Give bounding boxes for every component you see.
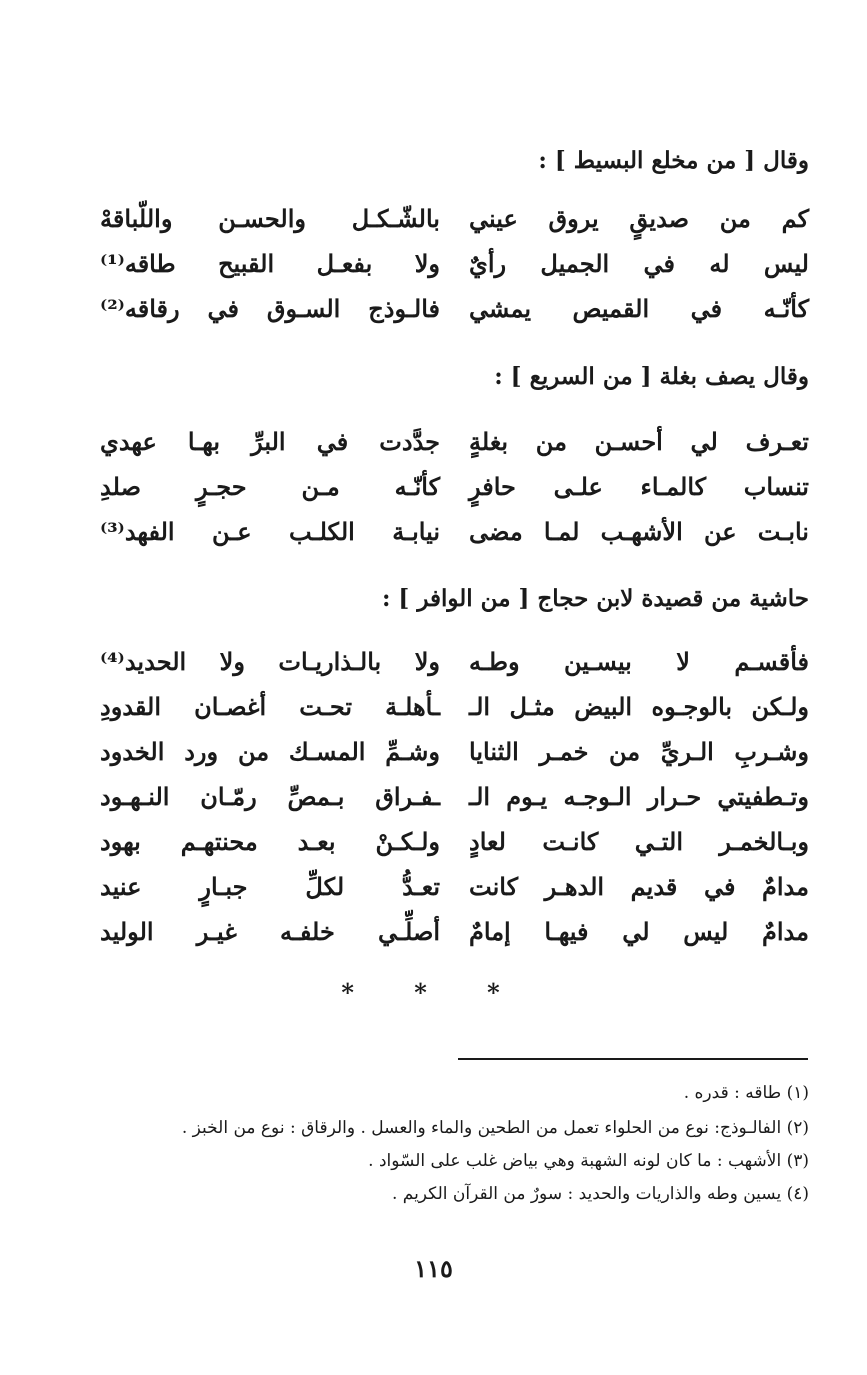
verse-word: رقاقه⁽²⁾ [100,293,180,323]
verse-line [100,638,809,684]
verse-word: ولـكـنْ [375,826,440,856]
verse-word: عيني [469,203,518,233]
verse-word: فأقسـم [734,646,809,676]
verse-word: القدودِ [100,691,161,721]
verse-word: من [535,426,567,456]
verse-line [100,908,809,954]
verse-word: جبـارٍ [199,871,248,901]
verse-word: كأنّـه [394,471,440,501]
verse-word: وطـه [469,646,520,676]
verse-word: تنساب [743,471,809,501]
verse-word: عهدي [100,426,157,456]
verse-word: لعادٍ [469,826,506,856]
verse-first-hemistich [469,647,809,676]
verse-word: القبيح [218,248,275,278]
verse-word: الخدود [100,736,165,766]
verse-first-hemistich [469,249,809,278]
verse-word: من [719,203,751,233]
verse-word: وشـربِ [734,736,809,766]
verse-first-hemistich [469,427,809,456]
verse-word: محنتهـم [180,826,258,856]
verse-word: الكلـب [289,516,355,546]
verse-second-hemistich [100,647,440,676]
verse-word: بيسـين [563,646,632,676]
verse-word: كانت [469,871,519,901]
verse-word: الـوجـه [563,781,632,811]
verse-word: أصلِّـي [377,916,440,946]
verse-word: إمامٌ [469,916,511,946]
verse-word: أغصـان [194,691,267,721]
footnote: (١) طاقه : قدره . [683,1083,809,1103]
verse-word: وتـطفيتي [717,781,809,811]
verse-word: لكلِّ [305,871,345,901]
footnote: (٣) الأشهب : ما كان لونه الشهبة وهي بياض غلب على السّواد . [368,1151,809,1171]
verse-word: في [690,293,723,323]
verse-word: الـريِّ [660,736,714,766]
verse-word: من [237,736,270,766]
verse-word: والحسـن [218,203,306,233]
page-number: ١١٥ [414,1254,453,1283]
verse-second-hemistich [100,427,440,456]
verse-word: لي [690,426,718,456]
verse-second-hemistich [100,517,440,546]
verse-second-hemistich [100,692,440,721]
verse-word: طاقه⁽¹⁾ [100,248,176,278]
verse-word: يروق [548,203,599,233]
verse-word: غيـر [196,916,237,946]
verse-second-hemistich [100,782,440,811]
verse-word: البرِّ [251,426,286,456]
verse-word: خلفـه [279,916,335,946]
verse-word: أحسـن [594,426,663,456]
verse-word: رمّـان [200,781,257,811]
verse-word: يـوم [506,781,548,811]
section-heading: حاشية من قصيدة لابن حجاج [ من الوافر ] : [381,585,809,612]
verse-word: ولـكن [751,691,809,721]
verse-first-hemistich [469,517,809,546]
verse-first-hemistich [469,204,809,233]
verse-word: ليس [763,248,809,278]
verse-word: ولا [219,646,245,676]
verse-word: الحديد⁽⁴⁾ [100,646,187,676]
verse-word: واللّباقهْ [100,203,173,233]
verse-word: ليس [683,916,729,946]
verse-first-hemistich [469,782,809,811]
verse-word: الثنايا [469,736,519,766]
verse-line [100,683,809,729]
verse-word: مضى [469,516,523,546]
footnote: (٤) يسين وطه والذاريات والحديد : سورٌ من القرآن الكريم . [391,1184,809,1204]
verse-word: النـهـود [100,781,170,811]
verse-word: في [316,426,349,456]
verse-first-hemistich [469,472,809,501]
verse-word: فيهـا [544,916,589,946]
verse-word: تعـدُّ [402,871,440,901]
verse-line [100,195,809,241]
verse-word: بالـذاريـات [278,646,382,676]
verse-second-hemistich [100,204,440,233]
verse-word: بغلةٍ [469,426,509,456]
verse-word: الوليد [100,916,154,946]
verse-word: الـ [469,781,491,811]
verse-word: له [709,248,730,278]
verse-second-hemistich [100,827,440,856]
verse-word: بالشّـكـل [351,203,440,233]
verse-word: مدامٌ [762,871,809,901]
verse-second-hemistich [100,872,440,901]
verse-word: نابـت [757,516,809,546]
verse-line [100,818,809,864]
verse-word: نيابـة [392,516,440,546]
verse-word: التـي [634,826,684,856]
verse-word: بهود [100,826,141,856]
verse-line [100,240,809,286]
verse-word: حـرار [647,781,702,811]
verse-word: حافرٍ [469,471,516,501]
verse-word: فالـوذج [368,293,440,323]
verse-first-hemistich [469,872,809,901]
verse-word: كانـت [542,826,599,856]
verse-word: ـأهلـة [385,691,440,721]
verse-word: لمـا [543,516,580,546]
verse-line [100,773,809,819]
verse-word: صديقٍ [629,203,690,233]
verse-word: علـى [553,471,603,501]
verse-word: بهـا [187,426,220,456]
verse-first-hemistich [469,827,809,856]
verse-word: الدهـر [544,871,605,901]
verse-second-hemistich [100,917,440,946]
verse-word: تحـت [299,691,353,721]
section-heading: وقال [ من مخلع البسيط ] : [538,147,809,174]
verse-second-hemistich [100,294,440,323]
verse-word: عـن [212,516,252,546]
verse-word: من [609,736,641,766]
verse-first-hemistich [469,737,809,766]
section-heading: وقال يصف بغلة [ من السريع ] : [494,363,809,390]
verse-word: تعـرف [745,426,809,456]
verse-word: ولا [414,646,440,676]
verse-word: يمشي [469,293,531,323]
verse-word: عن [703,516,737,546]
verse-word: الـ [469,691,491,721]
verse-word: وبـالخمـر [719,826,809,856]
verse-word: لا [676,646,690,676]
verse-word: جدَّدت [379,426,440,456]
verse-word: بعـد [297,826,336,856]
verse-word: مثـل [509,691,555,721]
verse-word: المسـك [288,736,366,766]
verse-word: صلدِ [100,471,141,501]
verse-word: السـوق [266,293,341,323]
verse-first-hemistich [469,917,809,946]
verse-word: الأشهـب [600,516,683,546]
verse-second-hemistich [100,737,440,766]
verse-line [100,728,809,774]
verse-word: قديم [630,871,678,901]
verse-word: بفعـل [316,248,373,278]
verse-word: كم [781,203,809,233]
verse-second-hemistich [100,249,440,278]
verse-word: وشـمِّ [385,736,440,766]
verse-word: رأيٌ [469,248,507,278]
verse-word: مدامٌ [762,916,809,946]
verse-word: ـفـراق [375,781,440,811]
verse-second-hemistich [100,472,440,501]
verse-word: لي [622,916,650,946]
verse-word: البيض [574,691,633,721]
verse-word: ولا [414,248,440,278]
verse-word: الفهد⁽³⁾ [100,516,175,546]
verse-word: عنيد [100,871,142,901]
verse-line [100,463,809,509]
verse-word: في [703,871,736,901]
verse-line [100,508,809,554]
verse-word: في [643,248,675,278]
verse-first-hemistich [469,294,809,323]
verse-word: ورد [184,736,219,766]
verse-first-hemistich [469,692,809,721]
verse-word: كالمـاء [640,471,707,501]
verse-line [100,285,809,331]
verse-word: الجميل [540,248,610,278]
verse-word: خمـر [539,736,589,766]
verse-word: مـن [301,471,340,501]
verse-word: في [207,293,239,323]
verse-word: كأنّـه [763,293,809,323]
verse-word: بـمصِّ [287,781,345,811]
verse-word: حجـرٍ [195,471,247,501]
verse-line [100,418,809,464]
section-separator: * * * [341,978,526,1007]
verse-word: القميص [572,293,650,323]
verse-word: بالوجـوه [651,691,733,721]
verse-line [100,863,809,909]
footnote: (٢) الفالـوذج: نوع من الحلواء تعمل من الطحين والماء والعسل . والرقاق : نوع من الخبز . [181,1118,809,1138]
footnote-rule [458,1058,808,1060]
